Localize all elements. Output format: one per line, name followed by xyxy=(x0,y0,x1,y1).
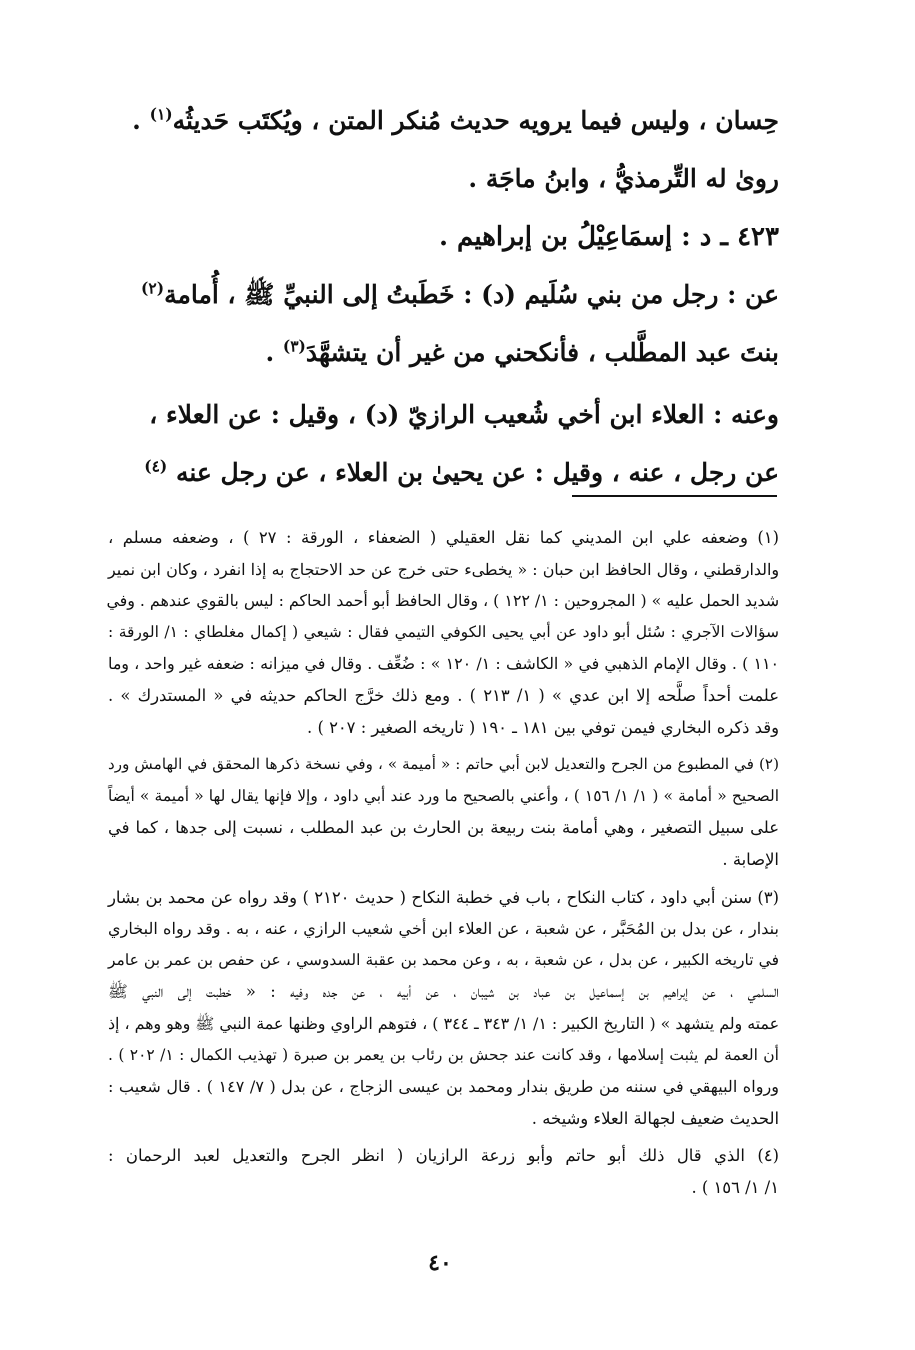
main-line xyxy=(105,266,779,324)
footnote-line: ١١٠ ) . وقال الإمام الذهبي في « الكاشف : ١/ ١٢٠ » : ضُعِّف . وقال في ميزانه : ضعفه غير واحد ، وما xyxy=(108,654,779,674)
main-line xyxy=(105,92,779,150)
footnote-line: أن العمة لم يثبت إسلامها ، وقد كانت عند جحش بن رئاب بن يعمر بن صبرة ( تهذيب الكمال : ١/ ٢٠٢ ) . xyxy=(108,1045,779,1064)
main-line: وعنه : العلاء ابن أخي شُعيب الرازيّ (د) ، وقيل : عن العلاء ، xyxy=(149,400,779,429)
footnote-line: السلمي ، عن إبراهيم بن إسماعيل بن عباد بن شيبان ، عن أبيه ، عن جده وفيه : « خطبت إلى النبي ﷺ xyxy=(108,982,779,1002)
footnote-ref: (١) xyxy=(149,104,173,124)
footnote-line: ورواه البيهقي في سننه من طريق بندار ومحمد بن عيسى الزجاج ، عن بدل ( ٧/ ١٤٧ ) . قال شعيب : xyxy=(108,1077,780,1097)
footnote-line: علمت أحداً صلَّحه إلا ابن عدي » ( ١/ ٢١٣ ) . ومع ذلك خرَّج الحاكم حديثه في « المستدرك » . xyxy=(108,685,780,705)
text-run: بنتَ عبد المطَّلب ، فأنكحني من غير أن يتشهَّدَ xyxy=(305,338,779,367)
footnote-separator xyxy=(572,495,777,497)
footnote-line: (٢) في المطبوع من الجرح والتعديل لابن أبي حاتم : « أميمة » ، وفي نسخة ذكرها المحقق في الهامش ورد xyxy=(108,755,779,774)
footnote-line: في تاريخه الكبير ، عن بدل ، عن شعبة ، به ، وعن محمد بن عقبة السدوسي ، عن حفص بن عمر بن عامر xyxy=(108,950,779,969)
footnote-ref: (٤) xyxy=(144,456,168,476)
text-run: حِسان ، وليس فيما يرويه حديث مُنكر المتن ، ويُكتَب حَديثُه xyxy=(172,106,779,135)
footnote-line: عمته ولم يتشهد » ( التاريخ الكبير : ١/ ١/ ٣٤٣ ـ ٣٤٤ ) ، فتوهم الراوي وظنها عمة النبي ﷺ وهو وهم ، إذ xyxy=(108,1013,779,1033)
footnote-line: والدارقطني ، وقال الحافظ ابن حبان : « يخطىء حتى خرج عن حد الاحتجاج به إذا انفرد ، وكان ابن نمير xyxy=(108,559,779,579)
footnote-2 xyxy=(108,749,779,875)
footnote-line: (٣) سنن أبي داود ، كتاب النكاح ، باب في خطبة النكاح ( حديث ٢١٢٠ ) وقد رواه عن محمد بن بشار xyxy=(108,887,779,907)
text-run: عن رجل ، عنه ، وقيل : عن يحيىٰ بن العلاء ، عن رجل عنه xyxy=(175,458,779,487)
footnote-line: الإصابة . xyxy=(722,849,779,869)
footnote-line: (٤) الذي قال ذلك أبو حاتم وأبو زرعة الرازيان ( انظر الجرح والتعديل لعبد الرحمان : xyxy=(108,1146,779,1166)
text-run: . xyxy=(132,106,150,135)
footnote-4 xyxy=(108,1140,779,1203)
footnote-line: على سبيل التصغير ، وهي أمامة بنت ربيعة بن الحارث بن عبد المطلب ، نسبت إلى جدها ، كما في xyxy=(108,818,779,838)
footnote-line: شديد الحمل عليه » ( المجروحين : ١/ ١٢٢ ) ، وقال الحافظ أبو أحمد الحاكم : ليس بالقوي عندهم . وفي xyxy=(106,591,779,611)
text-run: . xyxy=(265,338,283,367)
main-line xyxy=(105,444,779,502)
footnote-line: ١/ ١/ ١٥٦ ) . xyxy=(691,1177,779,1197)
main-line: روىٰ له التِّرمذيُّ ، وابنُ ماجَة . xyxy=(468,164,779,193)
footnote-line: الحديث ضعيف لجهالة العلاء وشيخه . xyxy=(531,1108,779,1128)
footnotes xyxy=(108,522,779,1203)
footnote-ref: (٢) xyxy=(141,278,165,298)
footnote-line: الصحيح « أمامة » ( ١/ ١/ ١٥٦ ) ، وأعني بالصحيح ما ورد عند أبي داود ، وإلا فإنها يقال لها « أميمة » أيضاً xyxy=(108,786,780,805)
footnote-line: بندار ، عن بدل بن المُحَبَّر ، عن شعبة ، عن العلاء ابن أخي شعيب الرازي ، عنه ، به . وقد رواه البخاري xyxy=(108,919,779,939)
footnote-3 xyxy=(108,882,779,1135)
main-line xyxy=(105,324,779,382)
entry-heading: ٤٢٣ ـ د : إسمَاعِيْلُ بن إبراهيم . xyxy=(438,222,779,252)
footnote-ref: (٣) xyxy=(282,336,306,356)
main-text xyxy=(105,92,779,502)
page-number: ٤٠ xyxy=(428,1250,452,1276)
footnote-1 xyxy=(108,522,779,743)
text-run: عن : رجل من بني سُلَيم (د) : خَطَبتُ إلى النبيِّ ﷺ ، أُمامة xyxy=(164,280,779,309)
footnote-line: سؤالات الآجري : سُئل أبو داود عن أبي يحيى الكوفي التيمي فقال : شيعي ( إكمال مغلطاي : ١/ الورقة : xyxy=(108,622,779,641)
footnote-line: (١) وضعفه علي ابن المديني كما نقل العقيلي ( الضعفاء ، الورقة : ٢٧ ) ، وضعفه مسلم ، xyxy=(108,528,779,547)
footnote-line: وقد ذكره البخاري فيمن توفي بين ١٨١ ـ ١٩٠ ( تاريخه الصغير : ٢٠٧ ) . xyxy=(307,717,779,737)
